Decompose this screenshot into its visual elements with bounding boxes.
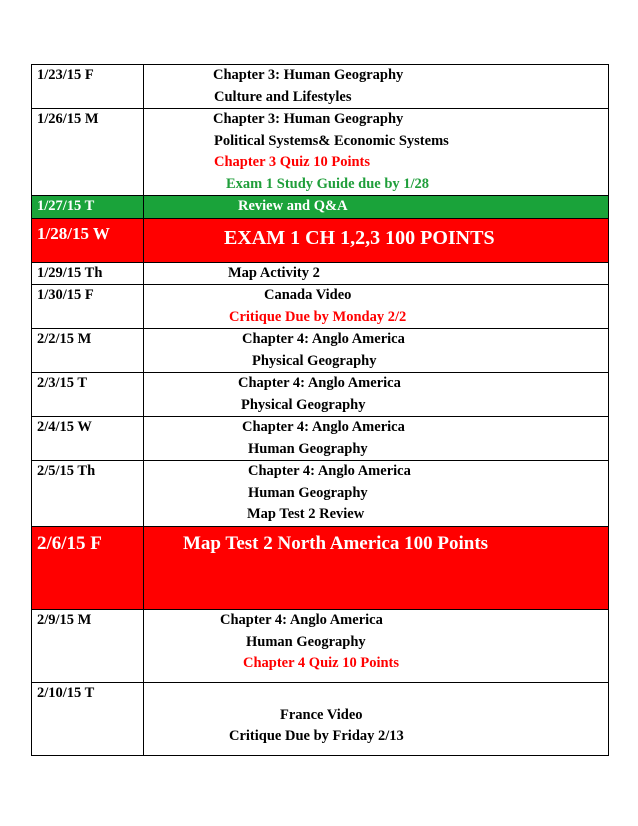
schedule-row [32, 262, 609, 285]
description-line: France Video [280, 706, 363, 723]
row-description [144, 218, 609, 262]
row-description [144, 65, 609, 109]
description-line: Map Test 2 Review [247, 506, 365, 522]
schedule-row [32, 329, 609, 373]
row-date: 2/3/15 T [32, 373, 144, 417]
schedule-row [32, 683, 609, 756]
schedule-row [32, 417, 609, 461]
description-line: Political Systems& Economic Systems [214, 132, 449, 149]
description-line: Chapter 4: Anglo America [248, 463, 411, 479]
row-description [144, 109, 609, 196]
description-line: Physical Geography [241, 396, 366, 413]
row-date: 1/28/15 W [32, 218, 144, 262]
description-line: Human Geography [246, 633, 366, 650]
schedule-row [32, 373, 609, 417]
schedule-row [32, 461, 609, 527]
schedule-row [32, 285, 609, 329]
row-date: 2/9/15 M [32, 610, 144, 683]
row-description [144, 262, 609, 285]
description-line: Chapter 3 Quiz 10 Points [214, 154, 371, 170]
description-line: Chapter 3: Human Geography [213, 67, 404, 83]
row-date: 1/26/15 M [32, 109, 144, 196]
row-date: 1/29/15 Th [32, 262, 144, 285]
description-line: Chapter 4: Anglo America [238, 375, 401, 391]
row-description [144, 329, 609, 373]
row-date: 1/23/15 F [32, 65, 144, 109]
description-line: Canada Video [264, 287, 352, 303]
row-date: 1/27/15 T [32, 196, 144, 219]
row-description [144, 527, 609, 610]
description-line: Human Geography [248, 484, 368, 501]
row-description [144, 196, 609, 219]
row-date: 2/6/15 F [32, 527, 144, 610]
schedule-row [32, 218, 609, 262]
description-line: Review and Q&A [238, 198, 348, 214]
row-date: 2/2/15 M [32, 329, 144, 373]
description-line: EXAM 1 CH 1,2,3 100 POINTS [224, 226, 495, 249]
description-line: Chapter 4: Anglo America [242, 331, 405, 347]
row-description [144, 461, 609, 527]
row-description [144, 285, 609, 329]
row-date: 1/30/15 F [32, 285, 144, 329]
schedule-row [32, 196, 609, 219]
description-line: Physical Geography [252, 352, 377, 369]
schedule-row [32, 65, 609, 109]
description-line: Critique Due by Monday 2/2 [229, 308, 407, 325]
description-line: Chapter 4: Anglo America [220, 612, 383, 628]
row-description [144, 683, 609, 756]
row-description [144, 373, 609, 417]
description-line: Map Test 2 North America 100 Points [183, 533, 489, 554]
description-line: Human Geography [248, 440, 368, 457]
row-date: 2/10/15 T [32, 683, 144, 756]
schedule-body [32, 65, 609, 756]
description-line: Map Activity 2 [228, 264, 320, 281]
description-line: Exam 1 Study Guide due by 1/28 [226, 175, 430, 192]
description-line: Chapter 4 Quiz 10 Points [243, 655, 400, 671]
description-line: Chapter 3: Human Geography [213, 111, 404, 127]
description-line: Critique Due by Friday 2/13 [229, 728, 404, 744]
schedule-row [32, 527, 609, 610]
description-line [144, 683, 608, 705]
row-description [144, 610, 609, 683]
row-date: 2/5/15 Th [32, 461, 144, 527]
schedule-row [32, 610, 609, 683]
schedule-row [32, 109, 609, 196]
description-line: Culture and Lifestyles [214, 88, 352, 105]
row-description [144, 417, 609, 461]
schedule-table [31, 64, 609, 756]
row-date: 2/4/15 W [32, 417, 144, 461]
description-line: Chapter 4: Anglo America [242, 419, 405, 435]
